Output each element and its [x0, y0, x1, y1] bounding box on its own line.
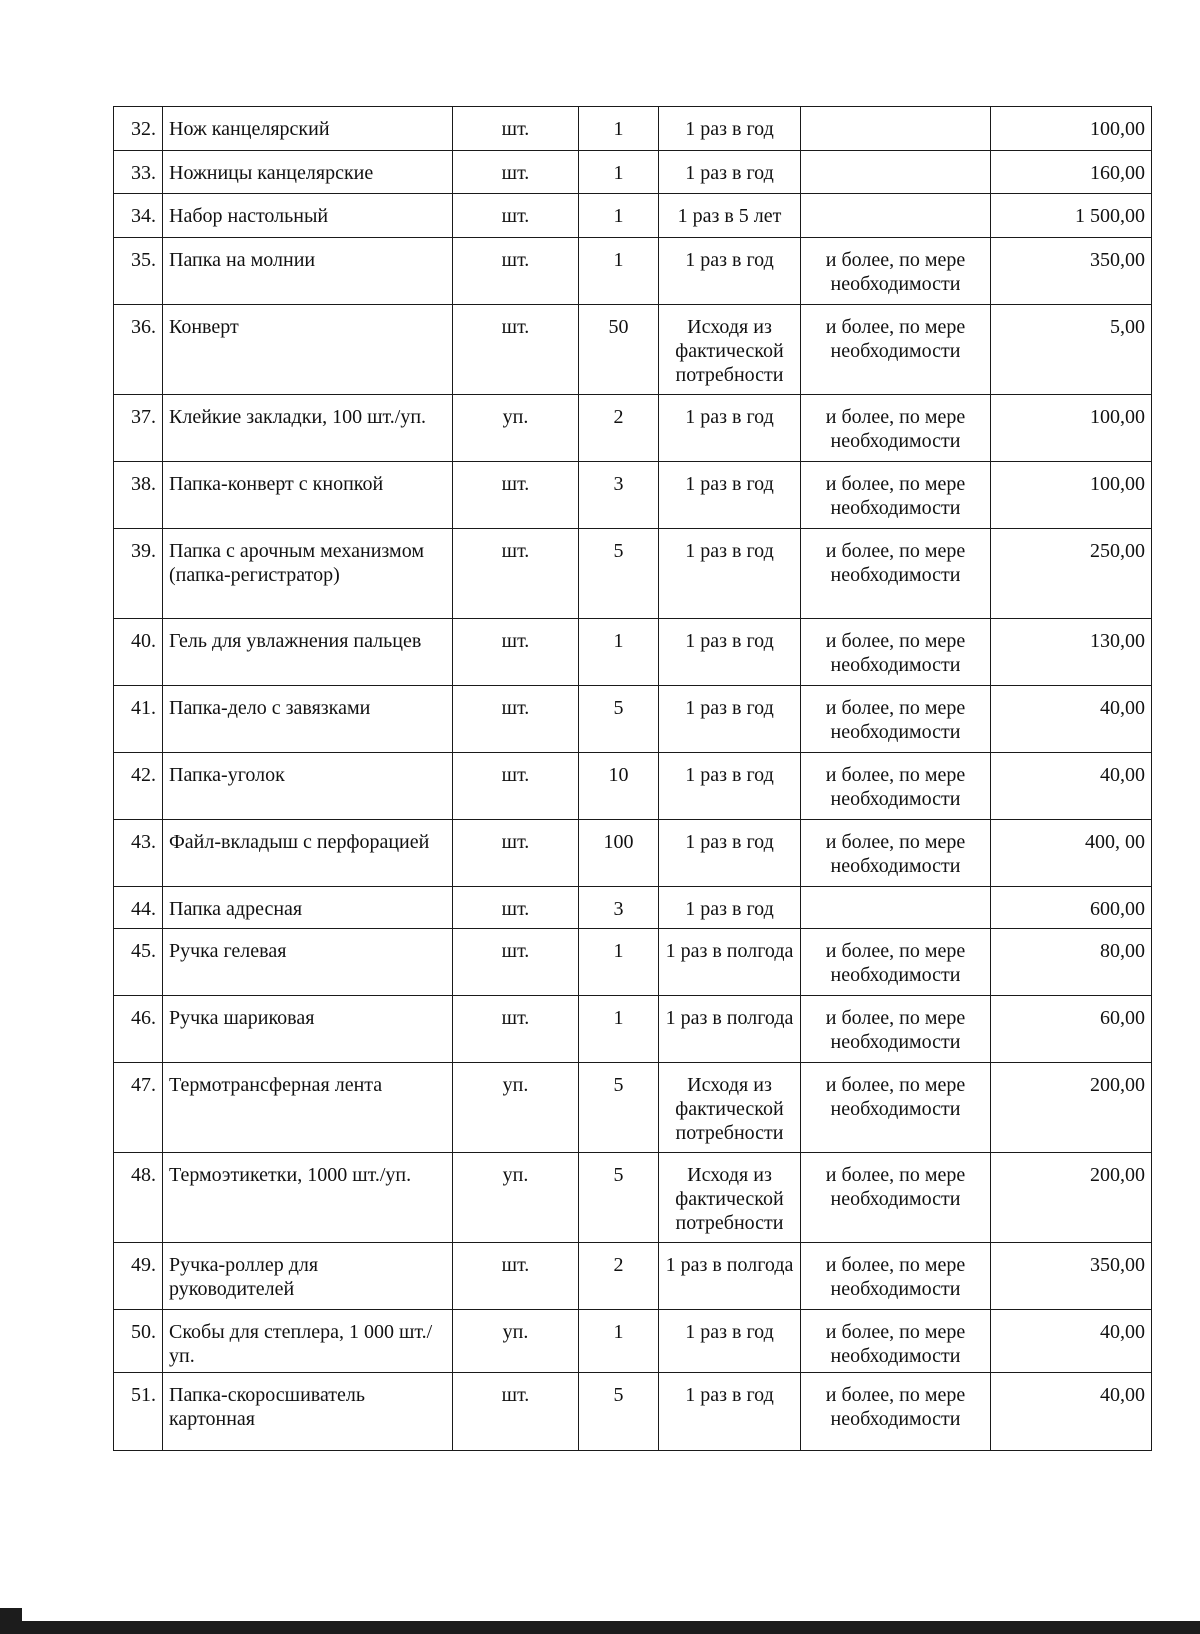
item-name-cell: Папка-уголок	[163, 753, 453, 820]
unit-of-measure-cell: уп.	[453, 1310, 579, 1373]
price-cell: 250,00	[991, 529, 1152, 619]
unit-of-measure-cell: шт.	[453, 107, 579, 151]
quantity-cell: 1	[579, 619, 659, 686]
scan-edge	[0, 1608, 22, 1621]
replacement-frequency-cell: Исходя из фактической потребности	[659, 1153, 801, 1243]
unit-of-measure-cell: шт.	[453, 1373, 579, 1451]
price-cell: 40,00	[991, 686, 1152, 753]
unit-of-measure-cell: шт.	[453, 238, 579, 305]
scan-edge-bar	[0, 1621, 1200, 1634]
unit-of-measure-cell: уп.	[453, 1153, 579, 1243]
unit-of-measure-cell: шт.	[453, 619, 579, 686]
replacement-frequency-cell: 1 раз в год	[659, 820, 801, 887]
row-number-cell: 44.	[114, 887, 163, 929]
row-number-cell: 36.	[114, 305, 163, 395]
price-cell: 80,00	[991, 929, 1152, 996]
replacement-frequency-cell: 1 раз в год	[659, 1373, 801, 1451]
replacement-frequency-cell: 1 раз в год	[659, 619, 801, 686]
unit-of-measure-cell: уп.	[453, 395, 579, 462]
row-number-cell: 39.	[114, 529, 163, 619]
replacement-frequency-cell: 1 раз в год	[659, 1310, 801, 1373]
unit-of-measure-cell: шт.	[453, 151, 579, 194]
item-name-cell: Папка на молнии	[163, 238, 453, 305]
price-cell: 60,00	[991, 996, 1152, 1063]
table-row	[114, 151, 1152, 194]
table-row	[114, 1153, 1152, 1243]
quantity-cell: 1	[579, 107, 659, 151]
quantity-cell: 5	[579, 1063, 659, 1153]
price-cell: 100,00	[991, 395, 1152, 462]
unit-of-measure-cell: шт.	[453, 305, 579, 395]
replacement-frequency-cell: 1 раз в год	[659, 395, 801, 462]
quantity-cell: 2	[579, 1243, 659, 1310]
table-row	[114, 238, 1152, 305]
unit-of-measure-cell: шт.	[453, 194, 579, 238]
table-row	[114, 462, 1152, 529]
supplies-table	[113, 106, 1152, 1451]
note-cell	[801, 194, 991, 238]
price-cell: 5,00	[991, 305, 1152, 395]
row-number-cell: 41.	[114, 686, 163, 753]
quantity-cell: 3	[579, 887, 659, 929]
quantity-cell: 50	[579, 305, 659, 395]
unit-of-measure-cell: шт.	[453, 529, 579, 619]
table-body	[114, 107, 1152, 1451]
note-cell	[801, 107, 991, 151]
table-row	[114, 996, 1152, 1063]
price-cell: 160,00	[991, 151, 1152, 194]
item-name-cell: Папка адресная	[163, 887, 453, 929]
price-cell: 200,00	[991, 1153, 1152, 1243]
note-cell: и более, по мере необходимости	[801, 1373, 991, 1451]
quantity-cell: 2	[579, 395, 659, 462]
note-cell: и более, по мере необходимости	[801, 686, 991, 753]
item-name-cell: Файл-вкладыш с перфорацией	[163, 820, 453, 887]
price-cell: 400, 00	[991, 820, 1152, 887]
table-row	[114, 1310, 1152, 1373]
table-row	[114, 820, 1152, 887]
replacement-frequency-cell: Исходя из фактической потребности	[659, 305, 801, 395]
unit-of-measure-cell: шт.	[453, 1243, 579, 1310]
item-name-cell: Папка-дело с завязками	[163, 686, 453, 753]
note-cell: и более, по мере необходимости	[801, 619, 991, 686]
item-name-cell: Термоэтикетки, 1000 шт./уп.	[163, 1153, 453, 1243]
item-name-cell: Ручка шариковая	[163, 996, 453, 1063]
item-name-cell: Папка-конверт с кнопкой	[163, 462, 453, 529]
unit-of-measure-cell: шт.	[453, 820, 579, 887]
table-row	[114, 107, 1152, 151]
replacement-frequency-cell: 1 раз в год	[659, 753, 801, 820]
item-name-cell: Клейкие закладки, 100 шт./уп.	[163, 395, 453, 462]
replacement-frequency-cell: 1 раз в 5 лет	[659, 194, 801, 238]
item-name-cell: Скобы для степлера, 1 000 шт./уп.	[163, 1310, 453, 1373]
replacement-frequency-cell: 1 раз в год	[659, 529, 801, 619]
price-cell: 130,00	[991, 619, 1152, 686]
unit-of-measure-cell: шт.	[453, 887, 579, 929]
note-cell: и более, по мере необходимости	[801, 1153, 991, 1243]
table-row	[114, 305, 1152, 395]
item-name-cell: Ножницы канцелярские	[163, 151, 453, 194]
quantity-cell: 1	[579, 996, 659, 1063]
table-row	[114, 619, 1152, 686]
table-row	[114, 194, 1152, 238]
note-cell: и более, по мере необходимости	[801, 529, 991, 619]
unit-of-measure-cell: шт.	[453, 462, 579, 529]
quantity-cell: 1	[579, 194, 659, 238]
item-name-cell: Гель для увлажнения пальцев	[163, 619, 453, 686]
quantity-cell: 100	[579, 820, 659, 887]
quantity-cell: 1	[579, 151, 659, 194]
price-cell: 350,00	[991, 1243, 1152, 1310]
price-cell: 600,00	[991, 887, 1152, 929]
note-cell: и более, по мере необходимости	[801, 462, 991, 529]
row-number-cell: 50.	[114, 1310, 163, 1373]
quantity-cell: 10	[579, 753, 659, 820]
row-number-cell: 40.	[114, 619, 163, 686]
note-cell: и более, по мере необходимости	[801, 753, 991, 820]
table-row	[114, 887, 1152, 929]
note-cell	[801, 151, 991, 194]
table-row	[114, 1063, 1152, 1153]
note-cell: и более, по мере необходимости	[801, 1310, 991, 1373]
unit-of-measure-cell: шт.	[453, 929, 579, 996]
quantity-cell: 5	[579, 1373, 659, 1451]
row-number-cell: 49.	[114, 1243, 163, 1310]
quantity-cell: 1	[579, 1310, 659, 1373]
replacement-frequency-cell: 1 раз в полгода	[659, 929, 801, 996]
table-row	[114, 1373, 1152, 1451]
item-name-cell: Конверт	[163, 305, 453, 395]
row-number-cell: 47.	[114, 1063, 163, 1153]
note-cell: и более, по мере необходимости	[801, 305, 991, 395]
replacement-frequency-cell: 1 раз в год	[659, 462, 801, 529]
note-cell: и более, по мере необходимости	[801, 929, 991, 996]
price-cell: 40,00	[991, 1310, 1152, 1373]
replacement-frequency-cell: 1 раз в полгода	[659, 1243, 801, 1310]
note-cell: и более, по мере необходимости	[801, 1063, 991, 1153]
item-name-cell: Папка-скоросшиватель картонная	[163, 1373, 453, 1451]
price-cell: 100,00	[991, 107, 1152, 151]
table-row	[114, 395, 1152, 462]
quantity-cell: 5	[579, 686, 659, 753]
replacement-frequency-cell: Исходя из фактической потребности	[659, 1063, 801, 1153]
item-name-cell: Папка с арочным механизмом (папка-регистратор)	[163, 529, 453, 619]
replacement-frequency-cell: 1 раз в год	[659, 107, 801, 151]
quantity-cell: 1	[579, 238, 659, 305]
quantity-cell: 3	[579, 462, 659, 529]
note-cell: и более, по мере необходимости	[801, 395, 991, 462]
quantity-cell: 5	[579, 1153, 659, 1243]
row-number-cell: 33.	[114, 151, 163, 194]
item-name-cell: Нож канцелярский	[163, 107, 453, 151]
quantity-cell: 5	[579, 529, 659, 619]
row-number-cell: 35.	[114, 238, 163, 305]
price-cell: 40,00	[991, 1373, 1152, 1451]
table-row	[114, 753, 1152, 820]
row-number-cell: 37.	[114, 395, 163, 462]
row-number-cell: 34.	[114, 194, 163, 238]
row-number-cell: 45.	[114, 929, 163, 996]
replacement-frequency-cell: 1 раз в год	[659, 887, 801, 929]
price-cell: 100,00	[991, 462, 1152, 529]
note-cell	[801, 887, 991, 929]
item-name-cell: Набор настольный	[163, 194, 453, 238]
note-cell: и более, по мере необходимости	[801, 238, 991, 305]
note-cell: и более, по мере необходимости	[801, 820, 991, 887]
row-number-cell: 32.	[114, 107, 163, 151]
item-name-cell: Ручка-роллер для руководителей	[163, 1243, 453, 1310]
note-cell: и более, по мере необходимости	[801, 996, 991, 1063]
unit-of-measure-cell: уп.	[453, 1063, 579, 1153]
price-cell: 350,00	[991, 238, 1152, 305]
price-cell: 40,00	[991, 753, 1152, 820]
row-number-cell: 48.	[114, 1153, 163, 1243]
unit-of-measure-cell: шт.	[453, 686, 579, 753]
item-name-cell: Ручка гелевая	[163, 929, 453, 996]
unit-of-measure-cell: шт.	[453, 753, 579, 820]
row-number-cell: 46.	[114, 996, 163, 1063]
table-row	[114, 686, 1152, 753]
unit-of-measure-cell: шт.	[453, 996, 579, 1063]
item-name-cell: Термотрансферная лента	[163, 1063, 453, 1153]
price-cell: 1 500,00	[991, 194, 1152, 238]
quantity-cell: 1	[579, 929, 659, 996]
row-number-cell: 51.	[114, 1373, 163, 1451]
row-number-cell: 43.	[114, 820, 163, 887]
price-cell: 200,00	[991, 1063, 1152, 1153]
replacement-frequency-cell: 1 раз в полгода	[659, 996, 801, 1063]
replacement-frequency-cell: 1 раз в год	[659, 238, 801, 305]
table-row	[114, 529, 1152, 619]
replacement-frequency-cell: 1 раз в год	[659, 151, 801, 194]
table-row	[114, 929, 1152, 996]
row-number-cell: 38.	[114, 462, 163, 529]
row-number-cell: 42.	[114, 753, 163, 820]
table-row	[114, 1243, 1152, 1310]
note-cell: и более, по мере необходимости	[801, 1243, 991, 1310]
replacement-frequency-cell: 1 раз в год	[659, 686, 801, 753]
